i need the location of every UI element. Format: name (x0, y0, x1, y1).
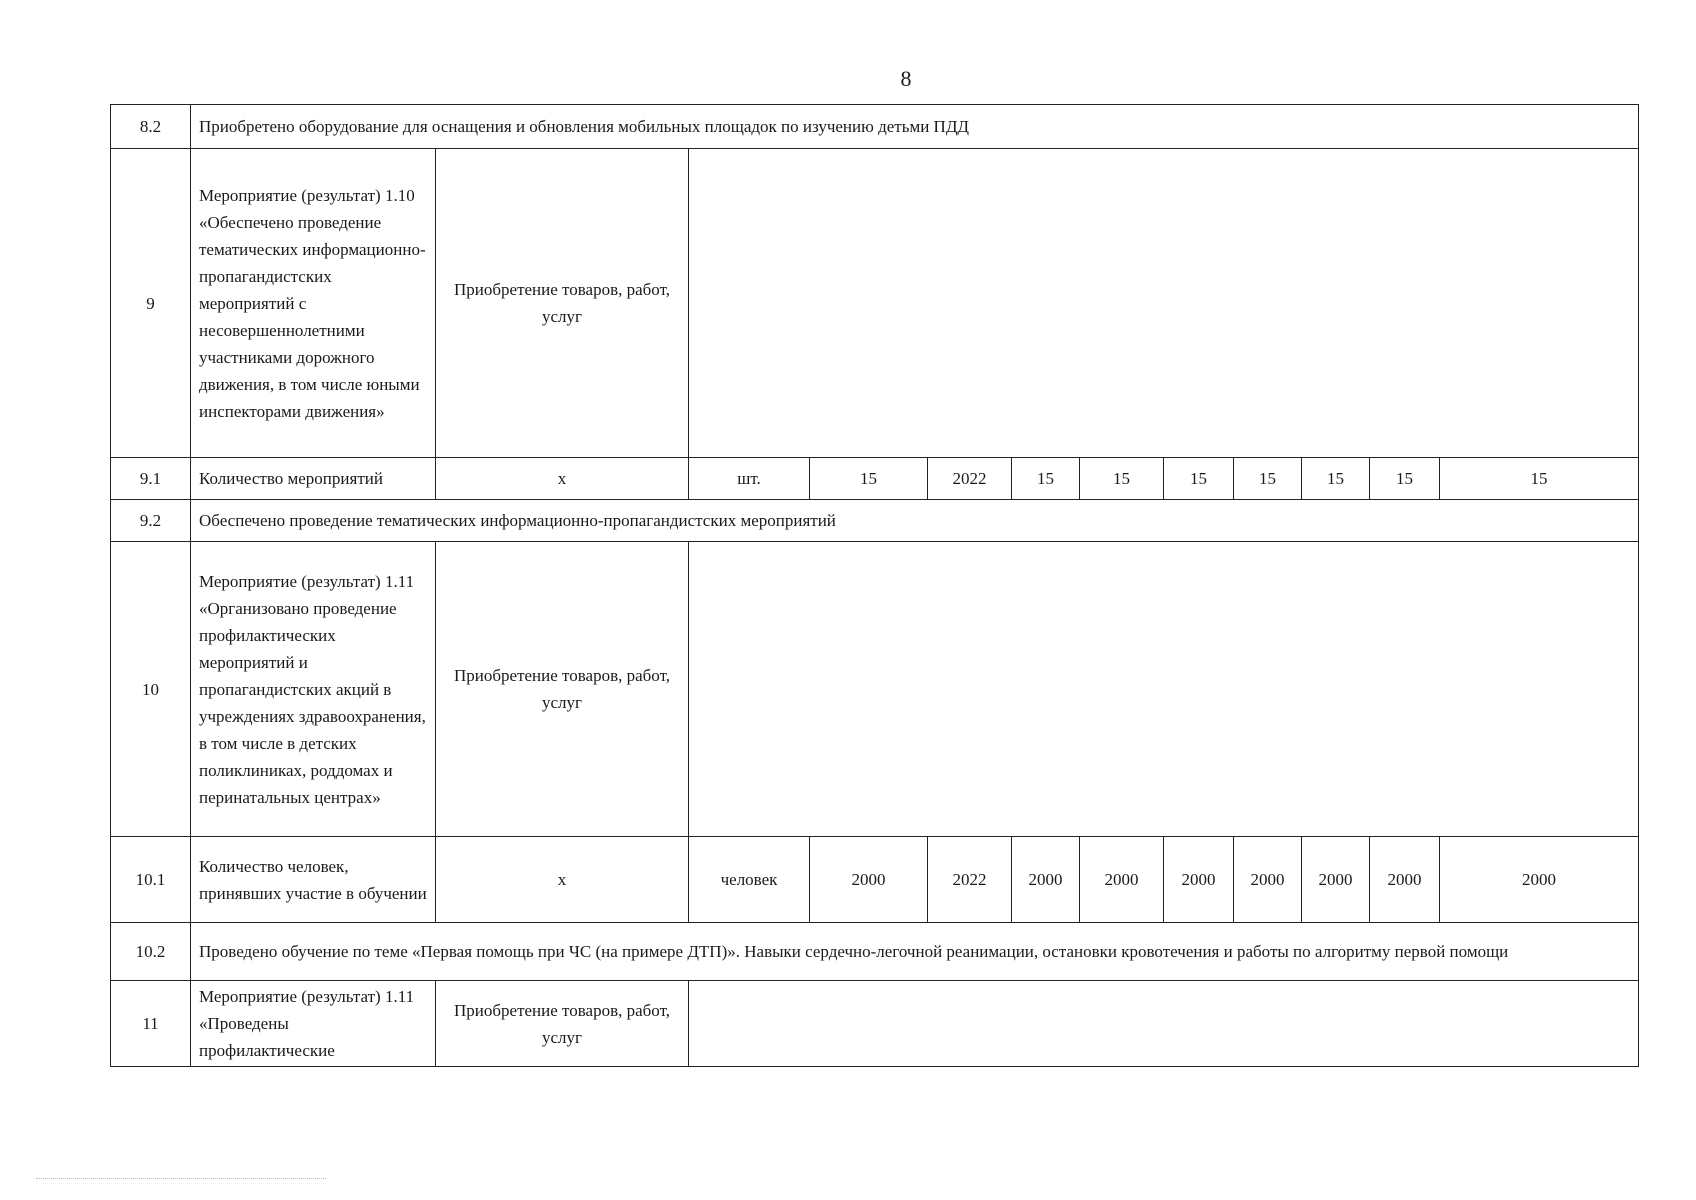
year-value-cell: 15 (1080, 458, 1164, 500)
result-description: Проведено обучение по теме «Первая помощь при ЧС (на примере ДТП)». Навыки сердечно-легочной реанимации, остановки кровотечения и работы по алгоритму первой помощи (191, 923, 1639, 981)
year-value-cell: 2000 (1302, 837, 1370, 923)
indicator-level: х (436, 458, 689, 500)
row-number: 9.1 (111, 458, 191, 500)
table-row-11 (111, 981, 1639, 1067)
page-number: 8 (900, 66, 912, 91)
year-value-cell: 15 (1164, 458, 1234, 500)
total-value-cell: 15 (1440, 458, 1639, 500)
row-number: 9.2 (111, 500, 191, 542)
base-year-cell: 2022 (928, 837, 1012, 923)
scan-artifact-divider (36, 1178, 326, 1179)
indicator-name: Количество человек, принявших участие в обучении (191, 837, 436, 923)
result-description: Приобретено оборудование для оснащения и обновления мобильных площадок по изучению детьми ПДД (191, 105, 1639, 149)
year-value-cell: 15 (1302, 458, 1370, 500)
year-value-cell: 15 (1234, 458, 1302, 500)
table-row-10-2 (111, 923, 1639, 981)
empty-cell (689, 981, 1639, 1067)
result-description: Обеспечено проведение тематических информационно-пропагандистских мероприятий (191, 500, 1639, 542)
total-value-cell: 2000 (1440, 837, 1639, 923)
unit-cell: шт. (689, 458, 810, 500)
measure-type: Приобретение товаров, работ, услуг (436, 981, 689, 1067)
table-row-8-2 (111, 105, 1639, 149)
base-value-cell: 15 (810, 458, 928, 500)
year-value-cell: 2000 (1012, 837, 1080, 923)
year-value-cell: 2000 (1164, 837, 1234, 923)
row-number: 10.1 (111, 837, 191, 923)
table-row-9-1 (111, 458, 1639, 500)
measure-name: Мероприятие (результат) 1.10 «Обеспечено проведение тематических информационно-пропагандистских мероприятий с несовершеннолетними участниками дорожного движения, в том числе юными инспекторами движения» (191, 149, 436, 458)
empty-cell (689, 542, 1639, 837)
table-row-10-1 (111, 837, 1639, 923)
base-year-cell: 2022 (928, 458, 1012, 500)
table-row-9-2 (111, 500, 1639, 542)
row-number: 11 (111, 981, 191, 1067)
table-row-9 (111, 149, 1639, 458)
indicator-name: Количество мероприятий (191, 458, 436, 500)
year-value-cell: 15 (1370, 458, 1440, 500)
year-value-cell: 15 (1012, 458, 1080, 500)
row-number: 10 (111, 542, 191, 837)
row-number: 9 (111, 149, 191, 458)
empty-cell (689, 149, 1639, 458)
base-value-cell: 2000 (810, 837, 928, 923)
table-row-10 (111, 542, 1639, 837)
unit-cell: человек (689, 837, 810, 923)
measure-type: Приобретение товаров, работ, услуг (436, 149, 689, 458)
measure-name: Мероприятие (результат) 1.11 «Проведены профилактические (191, 981, 436, 1067)
indicators-table (110, 104, 1639, 1067)
year-value-cell: 2000 (1234, 837, 1302, 923)
measure-name: Мероприятие (результат) 1.11 «Организовано проведение профилактических мероприятий и пропагандистских акций в учреждениях здравоохранения, в том числе в детских поликлиниках, роддомах и перинатальных центрах» (191, 542, 436, 837)
row-number: 8.2 (111, 105, 191, 149)
year-value-cell: 2000 (1370, 837, 1440, 923)
row-number: 10.2 (111, 923, 191, 981)
measure-type: Приобретение товаров, работ, услуг (436, 542, 689, 837)
indicator-level: х (436, 837, 689, 923)
year-value-cell: 2000 (1080, 837, 1164, 923)
